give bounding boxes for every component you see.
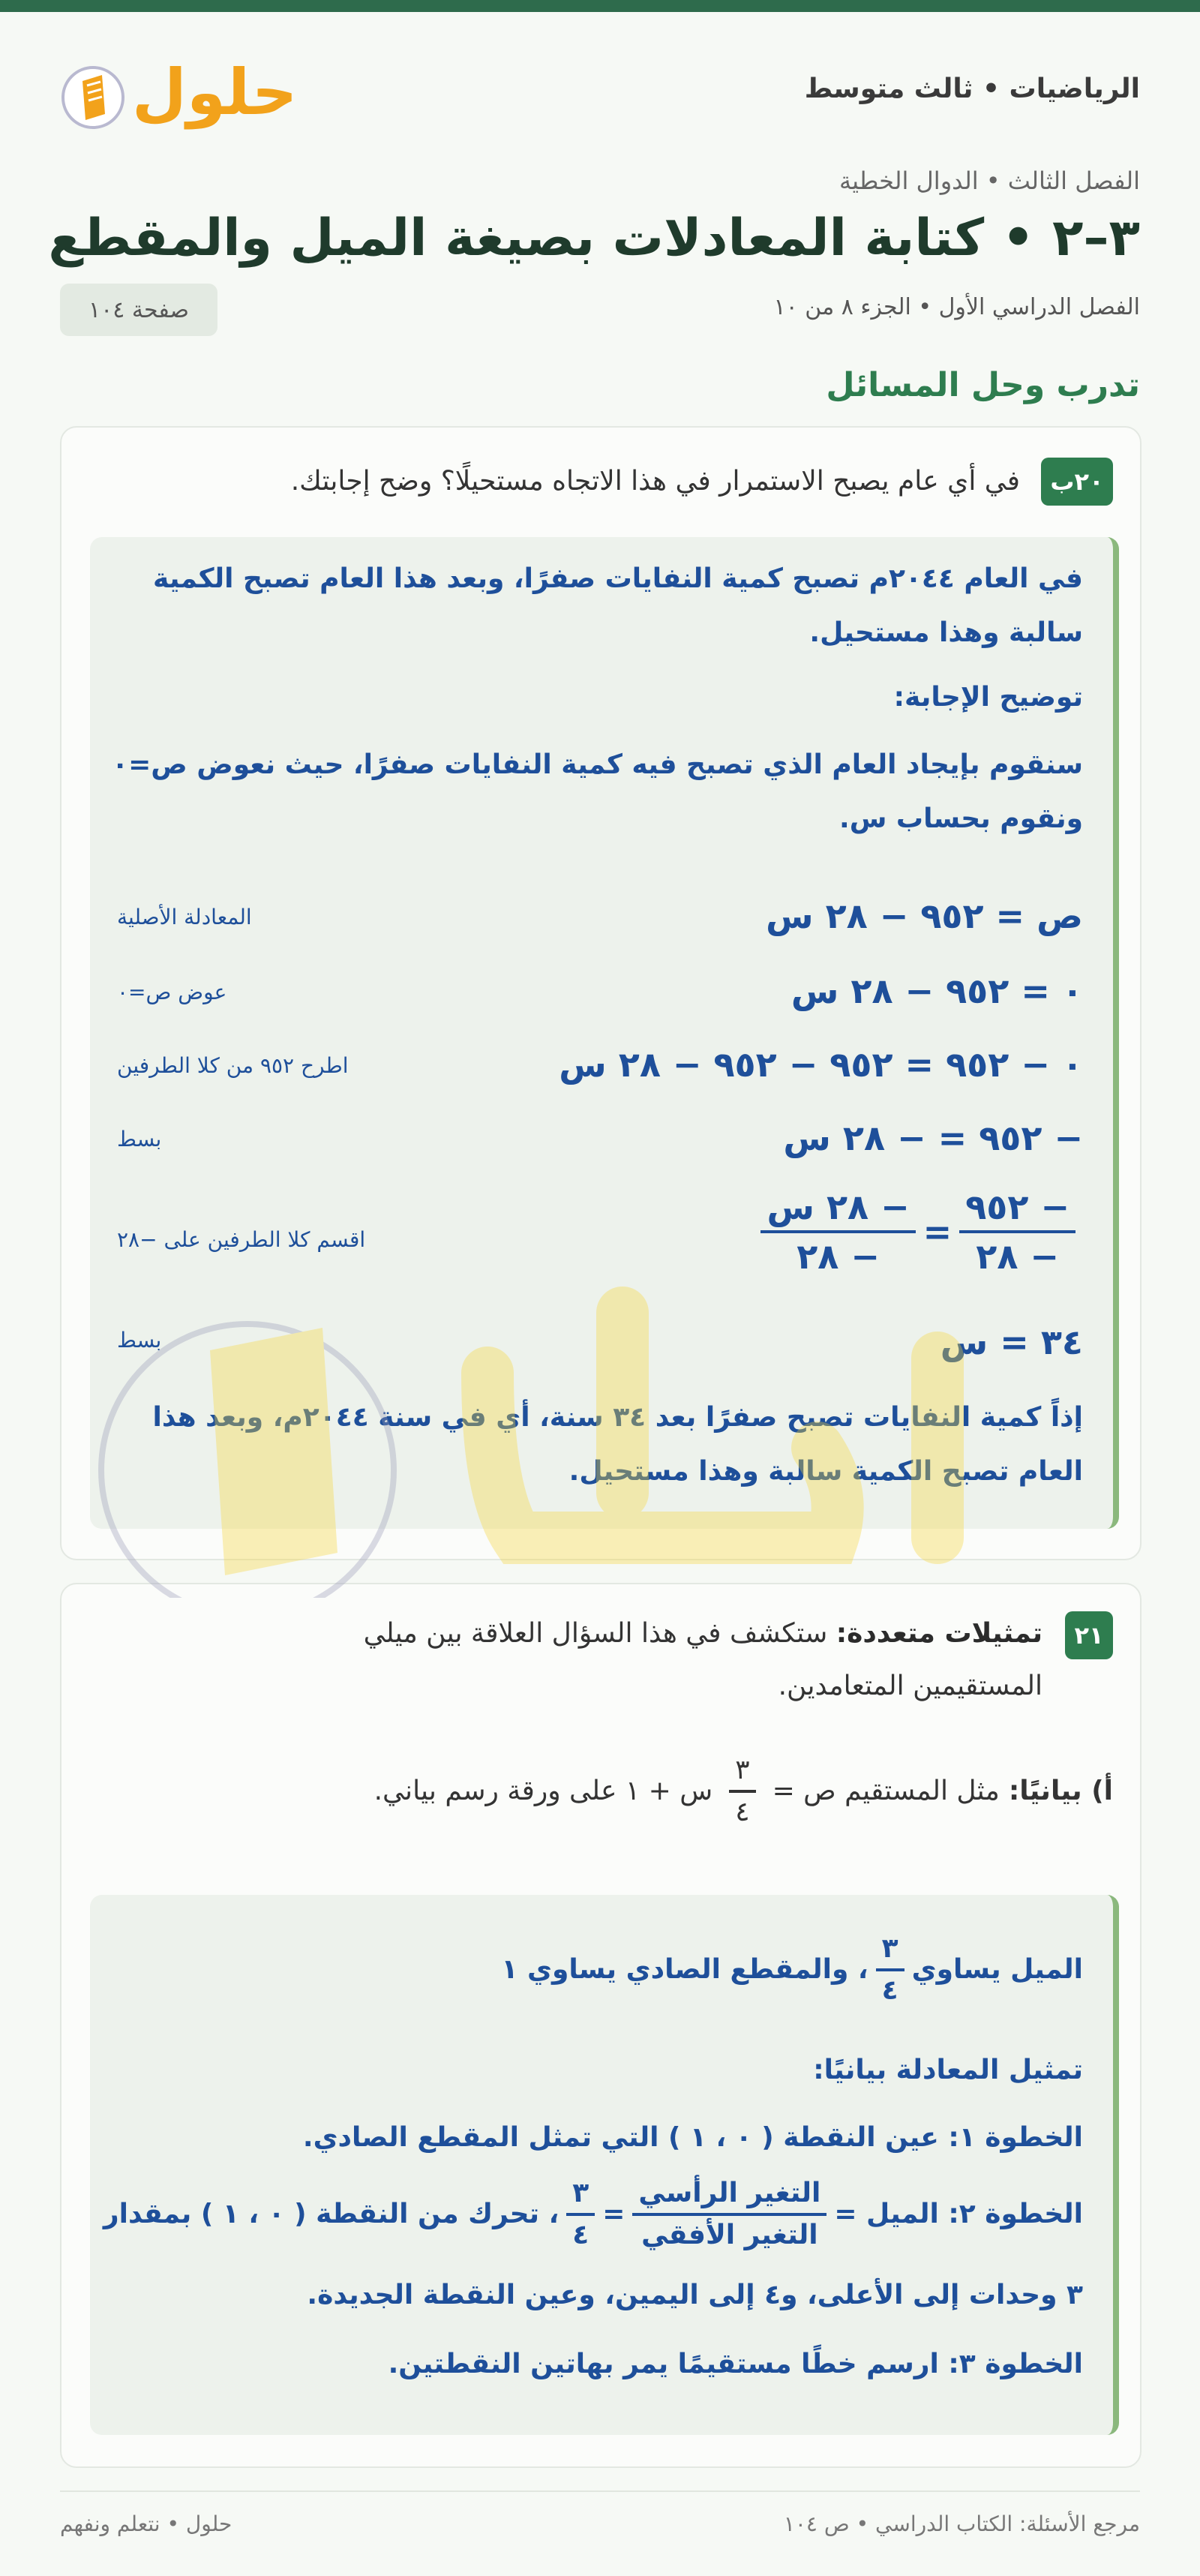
- step-equation-1: ص = ٩٥٢ − ٢٨ س: [766, 896, 1083, 936]
- page-title: ٣–٢ • كتابة المعادلات بصيغة الميل والمقطع: [48, 209, 1140, 268]
- slope-fraction-denominator: ٤: [881, 1975, 898, 2006]
- step-2-fraction-2: [566, 2177, 595, 2252]
- fraction-left: [959, 1187, 1076, 1277]
- fraction-left-denominator: − ٢٨: [976, 1236, 1059, 1277]
- slope-text-2: ، والمقطع الصادي يساوي ١: [501, 1954, 868, 1985]
- logo-text: حلول: [132, 56, 298, 129]
- step-equation-3: ٠ − ٩٥٢ = ٩٥٢ − ٩٥٢ − ٢٨ س: [559, 1044, 1083, 1085]
- question-text: في أي عام يصبح الاستمرار في هذا الاتجاه مستحيلًا؟ وضح إجابتك.: [290, 466, 1020, 497]
- conclusion-line-2: العام تصبح الكمية سالبة وهذا مستحيل.: [568, 1456, 1083, 1487]
- part-a-fraction-denominator: ٤: [735, 1797, 750, 1827]
- step-2-equals: =: [602, 2199, 626, 2229]
- footer-source: مرجع الأسئلة: الكتاب الدراسي • ص ١٠٤: [783, 2511, 1140, 2536]
- question-text-line-2: المستقيمين المتعامدين.: [778, 1671, 1042, 1701]
- part-a-fraction-numerator: ٣: [729, 1754, 755, 1793]
- step-note-5: اقسم كلا الطرفين على −٢٨: [117, 1227, 366, 1252]
- fraction-right-denominator: − ٢٨: [796, 1236, 880, 1277]
- slope-text-1: الميل يساوي: [911, 1954, 1083, 1985]
- step-equation-4: − ٩٥٢ = − ٢٨ س: [783, 1118, 1083, 1158]
- step-equation-6: ٣٤ = س: [940, 1322, 1083, 1362]
- footer-brand: حلول • نتعلم ونفهم: [60, 2511, 232, 2536]
- answer-box: [90, 537, 1119, 1529]
- step-2: [104, 2177, 1083, 2252]
- explanation-line-1: سنقوم بإيجاد العام الذي تصبح فيه كمية النفايات صفرًا، حيث نعوض ص=٠: [112, 749, 1083, 780]
- step-2-fraction: [632, 2177, 826, 2252]
- fraction-left-numerator: − ٩٥٢: [959, 1187, 1076, 1233]
- question-intro: ستكشف في هذا السؤال العلاقة بين ميلي: [363, 1618, 828, 1649]
- step-note-6: بسط: [117, 1328, 162, 1353]
- step-3: الخطوة ٣: ارسم خطًا مستقيمًا يمر بهاتين النقطتين.: [388, 2349, 1083, 2379]
- explanation-title: توضيح الإجابة:: [893, 682, 1083, 713]
- explanation-line-2: ونقوم بحساب س.: [839, 803, 1083, 834]
- step-equation-5: [753, 1187, 1083, 1277]
- part-a-text-2: س + ١ على ورقة رسم بياني.: [374, 1776, 713, 1806]
- conclusion-line-1: إذاً كمية النفايات تصبح صفرًا بعد ٣٤ سنة، أي في سنة ٢٠٤٤م، وبعد هذا: [152, 1402, 1083, 1433]
- step-note-2: عوض ص=٠: [117, 980, 227, 1004]
- part-a-prompt: [374, 1754, 1113, 1829]
- step-2-fraction-2-denominator: ٤: [572, 2220, 590, 2250]
- step-note-4: بسط: [117, 1127, 162, 1151]
- subject-label: الرياضيات • ثالث متوسط: [804, 74, 1140, 104]
- hulul-logo[interactable]: [60, 53, 298, 143]
- step-2-fraction-numerator: التغير الرأسي: [632, 2177, 826, 2216]
- slope-fraction: [876, 1932, 904, 2007]
- question-21-card: [60, 1583, 1142, 2468]
- graph-title: تمثيل المعادلة بيانيًا:: [813, 2055, 1083, 2085]
- question-label: تمثيلات متعددة:: [836, 1618, 1042, 1649]
- equals-sign: =: [922, 1211, 952, 1252]
- step-equation-2: ٠ = ٩٥٢ − ٢٨ س: [790, 971, 1083, 1011]
- step-1: الخطوة ١: عين النقطة ( ٠ ، ١ ) التي تمثل المقطع الصادي.: [302, 2122, 1083, 2153]
- part-a-fraction: [729, 1754, 755, 1829]
- page-badge: صفحة ١٠٤: [60, 284, 218, 336]
- step-2-text-a: الخطوة ٢: الميل =: [834, 2199, 1083, 2229]
- step-2-continuation: ٣ وحدات إلى الأعلى، و٤ إلى اليمين، وعين النقطة الجديدة.: [307, 2280, 1083, 2310]
- question-text-line-1: [364, 1607, 1042, 1661]
- answer-line-2: سالبة وهذا مستحيل.: [809, 617, 1083, 648]
- part-a-label: أ) بيانيًا:: [1008, 1776, 1113, 1806]
- fraction-right: [760, 1187, 915, 1277]
- section-title: تدرب وحل المسائل: [826, 366, 1140, 404]
- footer-divider: [60, 2490, 1140, 2492]
- semester-label: الفصل الدراسي الأول • الجزء ٨ من ١٠: [773, 294, 1140, 320]
- part-a-text-1: مثل المستقيم ص =: [772, 1776, 1000, 1806]
- fraction-right-numerator: − ٢٨ س: [760, 1187, 915, 1233]
- top-accent-bar: [0, 0, 1200, 12]
- step-2-fraction-2-numerator: ٣: [566, 2177, 595, 2216]
- slope-intercept-answer: [502, 1932, 1083, 2007]
- answer-box: [90, 1895, 1119, 2435]
- step-2-text-b: ، تحرك من النقطة ( ٠ ، ١ ) بمقدار: [103, 2199, 560, 2229]
- question-number-badge: ٢٠ب: [1041, 458, 1113, 506]
- question-number-badge: ٢١: [1065, 1611, 1113, 1659]
- question-20b-card: [60, 426, 1142, 1560]
- slope-fraction-numerator: ٣: [876, 1932, 904, 1971]
- chapter-label: الفصل الثالث • الدوال الخطية: [839, 167, 1140, 195]
- step-2-fraction-denominator: التغير الأفقي: [641, 2220, 818, 2250]
- step-note-3: اطرح ٩٥٢ من كلا الطرفين: [117, 1053, 349, 1078]
- step-note-1: المعادلة الأصلية: [117, 905, 252, 929]
- answer-line-1: في العام ٢٠٤٤م تصبح كمية النفايات صفرًا، وبعد هذا العام تصبح الكمية: [152, 563, 1083, 594]
